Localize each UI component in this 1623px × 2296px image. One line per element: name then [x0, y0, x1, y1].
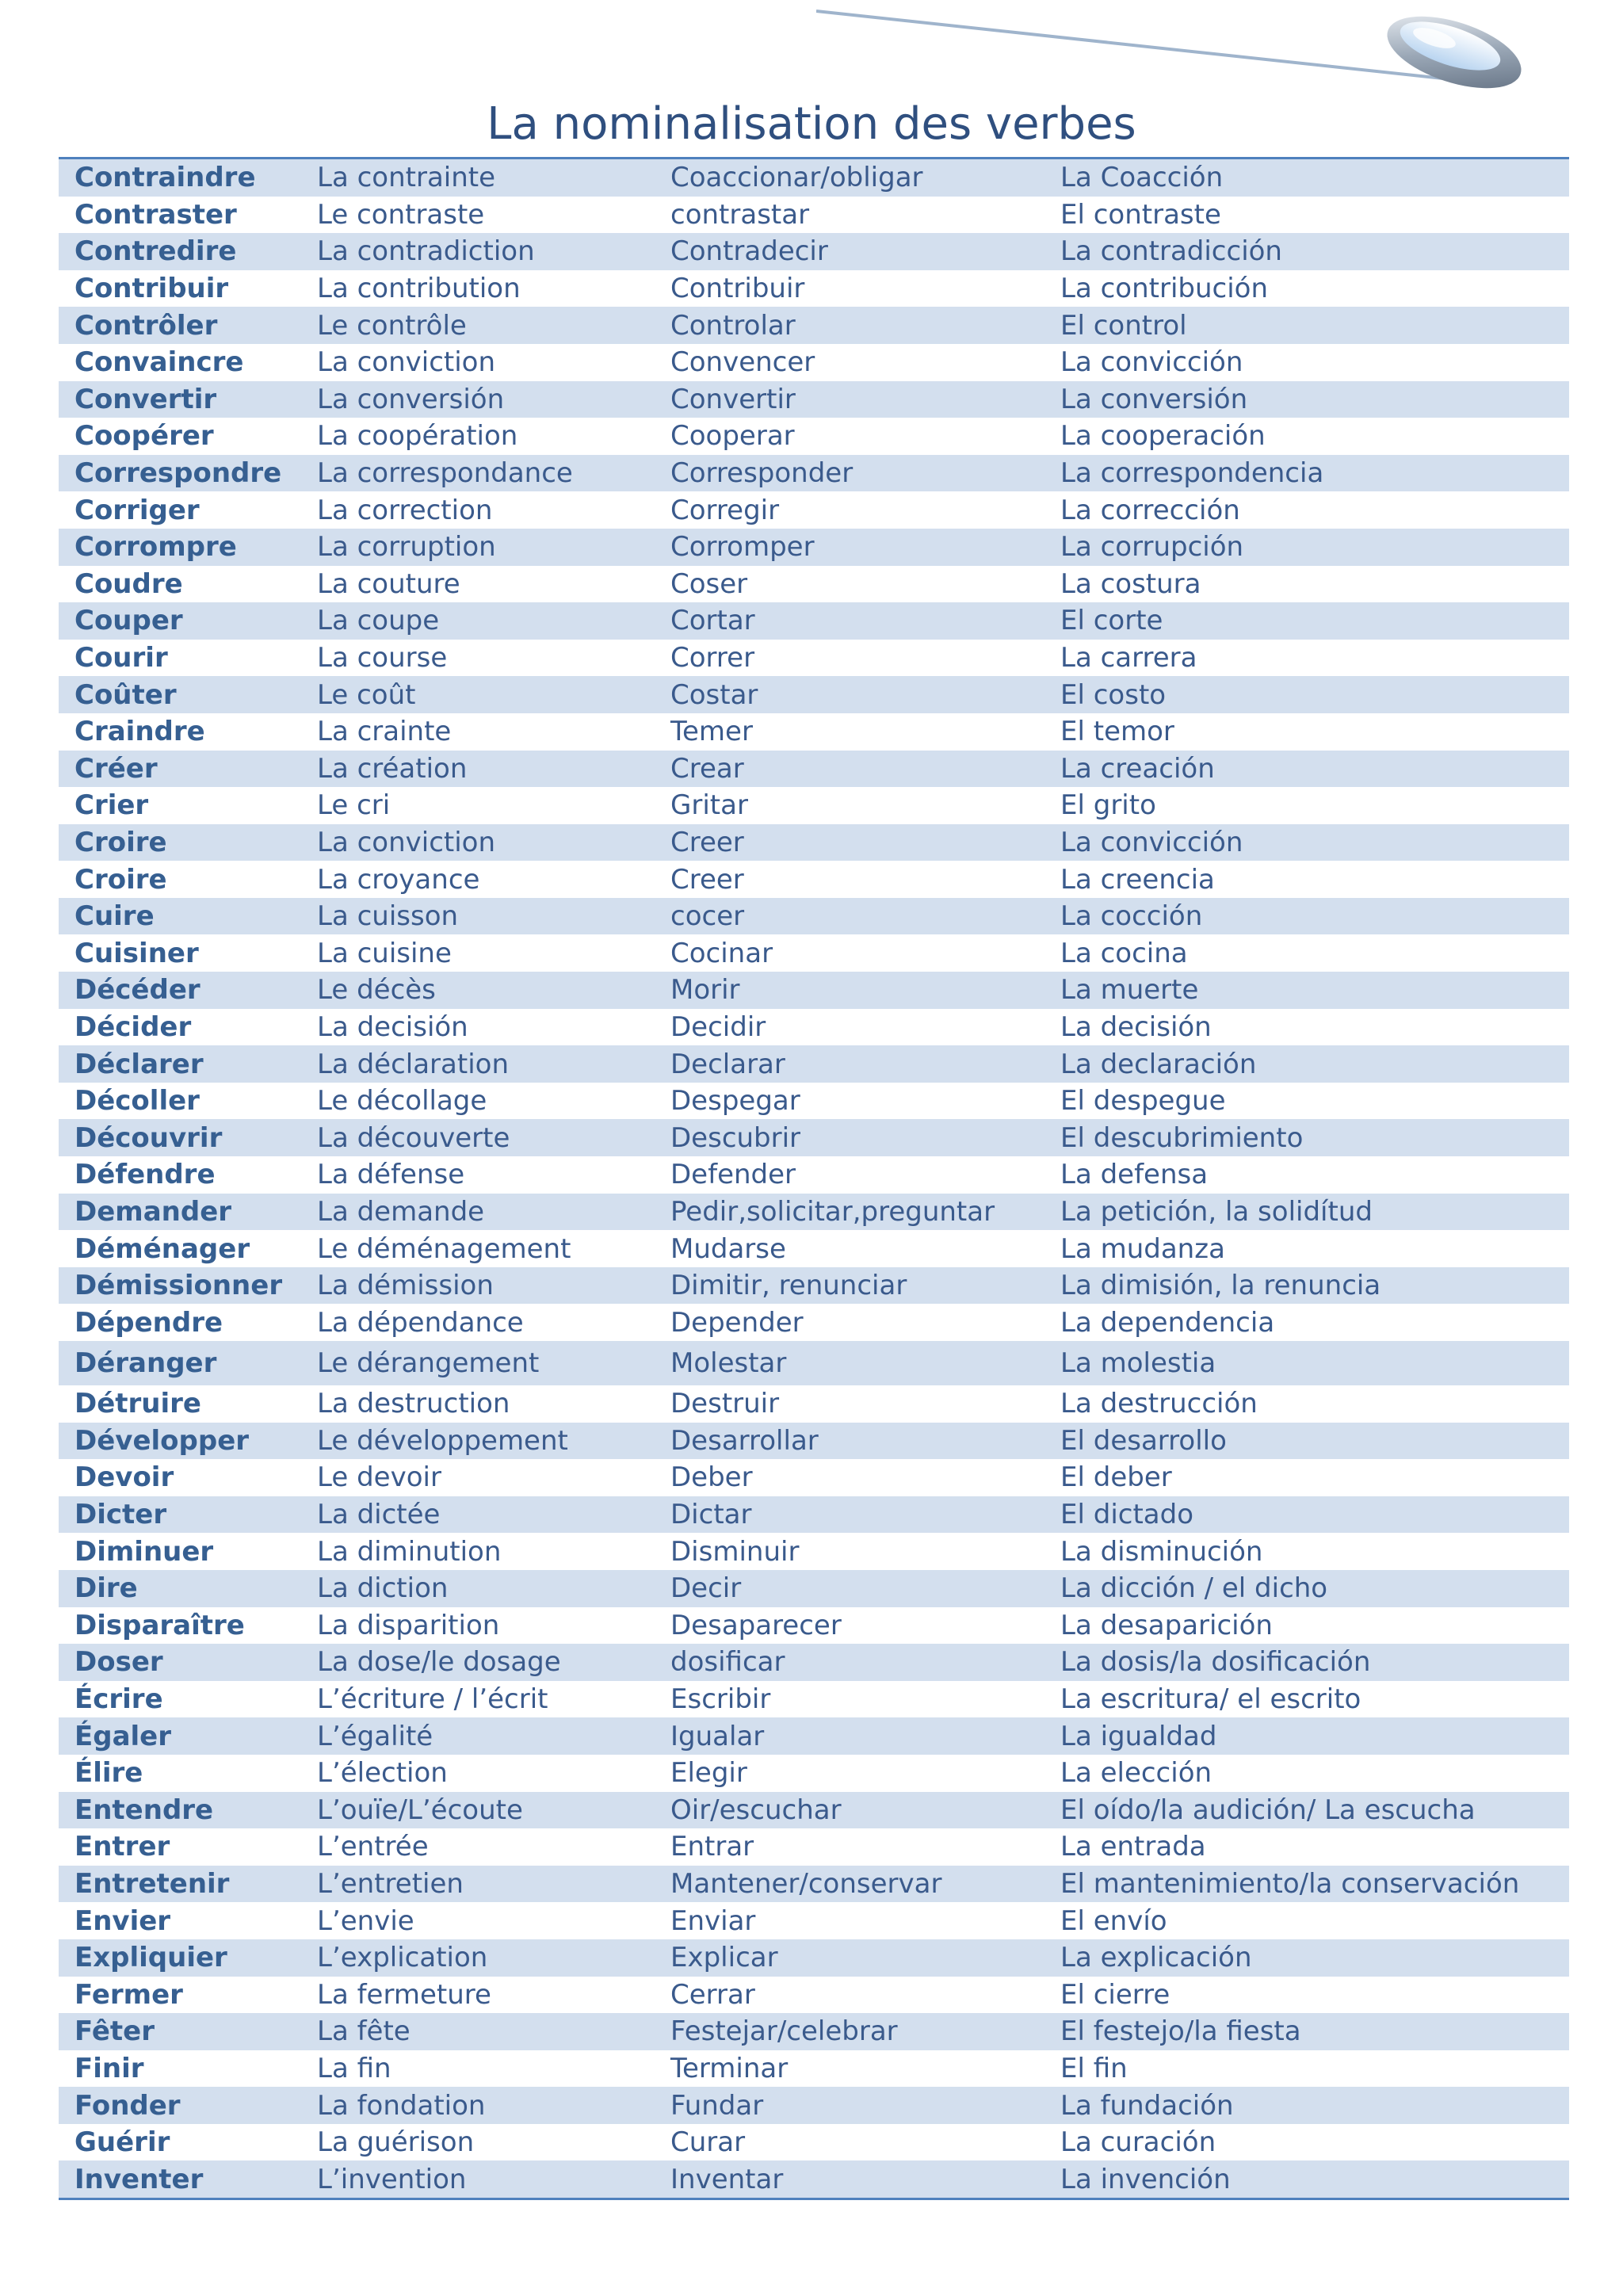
- french-noun-cell: La dose/le dosage: [317, 1646, 561, 1679]
- spanish-verb-cell: Cerrar: [670, 1978, 755, 2011]
- french-verb-cell: Développer: [74, 1424, 250, 1457]
- table-row: [59, 1341, 1569, 1385]
- spanish-noun-cell: La dosis/la dosificación: [1060, 1646, 1371, 1679]
- spanish-noun-cell: El despegue: [1060, 1085, 1226, 1117]
- table-row: [59, 455, 1569, 492]
- french-verb-cell: Découvrir: [74, 1121, 223, 1154]
- french-verb-cell: Coudre: [74, 567, 183, 600]
- french-noun-cell: Le contrôle: [317, 309, 467, 342]
- table-row: [59, 713, 1569, 751]
- french-verb-cell: Déranger: [74, 1347, 217, 1379]
- spanish-noun-cell: La declaración: [1060, 1048, 1257, 1080]
- spanish-noun-cell: La fundación: [1060, 2089, 1234, 2122]
- french-noun-cell: La découverte: [317, 1121, 510, 1154]
- spanish-noun-cell: El temor: [1060, 716, 1174, 748]
- french-noun-cell: La démission: [317, 1270, 494, 1302]
- spanish-noun-cell: La costura: [1060, 567, 1201, 600]
- french-noun-cell: La création: [317, 752, 468, 785]
- french-verb-cell: Entendre: [74, 1794, 214, 1826]
- table-row: [59, 1304, 1569, 1341]
- spanish-verb-cell: Pedir,solicitar,preguntar: [670, 1195, 995, 1228]
- french-verb-cell: Défendre: [74, 1159, 216, 1191]
- french-noun-cell: La conviction: [317, 346, 496, 379]
- french-noun-cell: La correction: [317, 494, 493, 526]
- table-row: [59, 2124, 1569, 2161]
- spanish-noun-cell: La corrupción: [1060, 531, 1244, 563]
- table-row: [59, 2050, 1569, 2088]
- french-noun-cell: L’invention: [317, 2163, 467, 2195]
- spanish-noun-cell: La Coacción: [1060, 162, 1224, 194]
- spanish-noun-cell: La mudanza: [1060, 1232, 1225, 1265]
- spanish-noun-cell: El dictado: [1060, 1499, 1194, 1531]
- french-verb-cell: Disparaître: [74, 1609, 245, 1641]
- french-noun-cell: Le devoir: [317, 1461, 441, 1494]
- spanish-noun-cell: El envío: [1060, 1904, 1167, 1937]
- table-row: [59, 676, 1569, 713]
- french-verb-cell: Couper: [74, 605, 183, 637]
- spanish-noun-cell: El costo: [1060, 678, 1167, 711]
- spanish-noun-cell: La curación: [1060, 2126, 1216, 2159]
- verb-nominalization-table: [59, 157, 1569, 2200]
- french-noun-cell: La contradiction: [317, 235, 535, 268]
- table-row: [59, 1939, 1569, 1977]
- french-noun-cell: Le décollage: [317, 1085, 487, 1117]
- french-noun-cell: La disparition: [317, 1609, 500, 1641]
- spanish-noun-cell: La dicción / el dicho: [1060, 1572, 1328, 1605]
- french-noun-cell: L’égalité: [317, 1720, 433, 1752]
- spanish-verb-cell: Convencer: [670, 346, 815, 379]
- spanish-noun-cell: La entrada: [1060, 1831, 1206, 1863]
- table-row: [59, 491, 1569, 529]
- table-row: [59, 1644, 1569, 1681]
- spanish-verb-cell: Inventar: [670, 2163, 784, 2195]
- french-verb-cell: Contredire: [74, 235, 237, 268]
- spanish-verb-cell: Corromper: [670, 531, 815, 563]
- french-noun-cell: Le déménagement: [317, 1232, 571, 1265]
- french-verb-cell: Détruire: [74, 1388, 201, 1420]
- french-noun-cell: La diminution: [317, 1535, 502, 1568]
- spanish-verb-cell: Convertir: [670, 383, 796, 415]
- spanish-verb-cell: dosificar: [670, 1646, 785, 1679]
- spanish-verb-cell: Contradecir: [670, 235, 828, 268]
- french-verb-cell: Décoller: [74, 1085, 200, 1117]
- french-noun-cell: La fondation: [317, 2089, 486, 2122]
- table-row: [59, 1902, 1569, 1939]
- spanish-verb-cell: Elegir: [670, 1757, 747, 1790]
- french-verb-cell: Craindre: [74, 716, 205, 748]
- french-verb-cell: Fêter: [74, 2015, 155, 2048]
- spanish-noun-cell: El control: [1060, 309, 1187, 342]
- table-row: [59, 1607, 1569, 1645]
- table-row: [59, 1119, 1569, 1156]
- spanish-noun-cell: La dependencia: [1060, 1306, 1275, 1339]
- spanish-verb-cell: Cortar: [670, 605, 755, 637]
- french-verb-cell: Convertir: [74, 383, 217, 415]
- french-verb-cell: Doser: [74, 1646, 163, 1679]
- spanish-verb-cell: Gritar: [670, 789, 748, 822]
- french-verb-cell: Élire: [74, 1757, 143, 1790]
- table-row: [59, 1267, 1569, 1305]
- french-verb-cell: Créer: [74, 752, 158, 785]
- spanish-noun-cell: La corrección: [1060, 494, 1240, 526]
- table-row: [59, 566, 1569, 603]
- spanish-verb-cell: Curar: [670, 2126, 746, 2159]
- table-row: [59, 1570, 1569, 1607]
- table-row: [59, 307, 1569, 344]
- table-row: [59, 972, 1569, 1009]
- table-row: [59, 1194, 1569, 1231]
- french-noun-cell: La cuisine: [317, 937, 452, 969]
- french-noun-cell: La coupe: [317, 605, 440, 637]
- spanish-verb-cell: Deber: [670, 1461, 753, 1494]
- spanish-verb-cell: Cooperar: [670, 420, 795, 453]
- spanish-noun-cell: La dimisión, la renuncia: [1060, 1270, 1381, 1302]
- spanish-noun-cell: La conversión: [1060, 383, 1248, 415]
- spanish-verb-cell: Correr: [670, 642, 755, 674]
- table-row: [59, 1792, 1569, 1829]
- table-row: [59, 1083, 1569, 1120]
- spanish-noun-cell: El corte: [1060, 605, 1163, 637]
- spanish-verb-cell: Fundar: [670, 2089, 764, 2122]
- spanish-noun-cell: El fin: [1060, 2052, 1128, 2084]
- french-verb-cell: Dire: [74, 1572, 138, 1605]
- spanish-verb-cell: Dictar: [670, 1499, 752, 1531]
- table-row: [59, 2087, 1569, 2124]
- spanish-noun-cell: La explicación: [1060, 1942, 1252, 1974]
- spanish-noun-cell: La cocción: [1060, 900, 1203, 933]
- french-verb-cell: Diminuer: [74, 1535, 214, 1568]
- spanish-noun-cell: La cooperación: [1060, 420, 1266, 453]
- table-row: [59, 1230, 1569, 1267]
- decorative-pen-graphic: [816, 0, 1529, 103]
- table-row: [59, 270, 1569, 308]
- french-noun-cell: Le dérangement: [317, 1347, 540, 1379]
- french-verb-cell: Égaler: [74, 1720, 171, 1752]
- spanish-verb-cell: contrastar: [670, 198, 810, 231]
- french-noun-cell: L’ouïe/L’écoute: [317, 1794, 523, 1826]
- french-noun-cell: La coopération: [317, 420, 518, 453]
- french-verb-cell: Déclarer: [74, 1048, 204, 1080]
- french-verb-cell: Crier: [74, 789, 149, 822]
- spanish-verb-cell: Controlar: [670, 309, 796, 342]
- spanish-noun-cell: La invención: [1060, 2163, 1231, 2195]
- french-verb-cell: Croire: [74, 826, 167, 858]
- spanish-noun-cell: La disminución: [1060, 1535, 1263, 1568]
- table-row: [59, 2160, 1569, 2198]
- french-verb-cell: Contraster: [74, 198, 237, 231]
- spanish-noun-cell: El descubrimiento: [1060, 1121, 1304, 1154]
- spanish-verb-cell: Enviar: [670, 1904, 756, 1937]
- french-noun-cell: L’envie: [317, 1904, 414, 1937]
- spanish-verb-cell: Contribuir: [670, 273, 805, 305]
- table-row: [59, 934, 1569, 972]
- spanish-verb-cell: Decidir: [670, 1010, 766, 1043]
- french-noun-cell: La déclaration: [317, 1048, 510, 1080]
- spanish-noun-cell: El deber: [1060, 1461, 1172, 1494]
- spanish-noun-cell: La carrera: [1060, 642, 1197, 674]
- french-verb-cell: Cuisiner: [74, 937, 199, 969]
- french-verb-cell: Inventer: [74, 2163, 204, 2195]
- spanish-noun-cell: La creación: [1060, 752, 1215, 785]
- french-noun-cell: Le développement: [317, 1424, 568, 1457]
- spanish-noun-cell: La destrucción: [1060, 1388, 1258, 1420]
- french-verb-cell: Envier: [74, 1904, 171, 1937]
- spanish-verb-cell: Desarrollar: [670, 1424, 819, 1457]
- french-verb-cell: Convaincre: [74, 346, 244, 379]
- french-noun-cell: La dépendance: [317, 1306, 524, 1339]
- table-row: [59, 159, 1569, 197]
- spanish-verb-cell: Crear: [670, 752, 744, 785]
- table-row: [59, 1755, 1569, 1792]
- table-row: [59, 1459, 1569, 1496]
- french-noun-cell: La course: [317, 642, 448, 674]
- spanish-verb-cell: Despegar: [670, 1085, 800, 1117]
- table-row: [59, 197, 1569, 234]
- french-verb-cell: Entrer: [74, 1831, 170, 1863]
- spanish-verb-cell: Defender: [670, 1159, 796, 1191]
- french-verb-cell: Coopérer: [74, 420, 214, 453]
- french-verb-cell: Contrôler: [74, 309, 218, 342]
- french-noun-cell: La diction: [317, 1572, 449, 1605]
- spanish-verb-cell: Escribir: [670, 1683, 771, 1716]
- french-verb-cell: Fonder: [74, 2089, 181, 2122]
- spanish-verb-cell: Depender: [670, 1306, 804, 1339]
- french-noun-cell: La guérison: [317, 2126, 475, 2159]
- table-row: [59, 824, 1569, 861]
- french-verb-cell: Contribuir: [74, 273, 229, 305]
- french-verb-cell: Finir: [74, 2052, 144, 2084]
- french-verb-cell: Demander: [74, 1195, 232, 1228]
- table-row: [59, 640, 1569, 677]
- french-noun-cell: L’explication: [317, 1942, 488, 1974]
- spanish-verb-cell: Temer: [670, 716, 753, 748]
- table-row: [59, 1681, 1569, 1718]
- page-title: La nominalisation des verbes: [487, 98, 1136, 150]
- table-row: [59, 529, 1569, 566]
- spanish-noun-cell: La escritura/ el escrito: [1060, 1683, 1361, 1716]
- french-verb-cell: Entretenir: [74, 1868, 230, 1901]
- table-row: [59, 2013, 1569, 2050]
- spanish-noun-cell: La contribución: [1060, 273, 1269, 305]
- french-verb-cell: Corrompre: [74, 531, 237, 563]
- table-row: [59, 1423, 1569, 1460]
- spanish-verb-cell: Oir/escuchar: [670, 1794, 842, 1826]
- french-verb-cell: Correspondre: [74, 457, 282, 490]
- table-row: [59, 1533, 1569, 1570]
- table-row: [59, 861, 1569, 898]
- spanish-verb-cell: Destruir: [670, 1388, 780, 1420]
- spanish-verb-cell: Morir: [670, 974, 740, 1007]
- french-noun-cell: L’entrée: [317, 1831, 429, 1863]
- spanish-noun-cell: El festejo/la fiesta: [1060, 2015, 1301, 2048]
- spanish-verb-cell: cocer: [670, 900, 745, 933]
- french-noun-cell: Le cri: [317, 789, 391, 822]
- table-row: [59, 751, 1569, 788]
- spanish-noun-cell: La creencia: [1060, 863, 1215, 896]
- french-noun-cell: La couture: [317, 567, 460, 600]
- spanish-verb-cell: Entrar: [670, 1831, 754, 1863]
- french-noun-cell: La cuisson: [317, 900, 459, 933]
- french-verb-cell: Écrire: [74, 1683, 163, 1716]
- french-noun-cell: La demande: [317, 1195, 485, 1228]
- french-verb-cell: Devoir: [74, 1461, 174, 1494]
- french-verb-cell: Contraindre: [74, 162, 256, 194]
- french-verb-cell: Déménager: [74, 1232, 250, 1265]
- spanish-noun-cell: El oído/la audición/ La escucha: [1060, 1794, 1476, 1826]
- french-noun-cell: La crainte: [317, 716, 452, 748]
- spanish-noun-cell: La cocina: [1060, 937, 1188, 969]
- french-noun-cell: Le décès: [317, 974, 436, 1007]
- spanish-verb-cell: Dimitir, renunciar: [670, 1270, 907, 1302]
- french-noun-cell: La correspondance: [317, 457, 573, 490]
- table-row: [59, 787, 1569, 824]
- table-row: [59, 344, 1569, 381]
- french-verb-cell: Démissionner: [74, 1270, 283, 1302]
- spanish-verb-cell: Creer: [670, 826, 744, 858]
- french-verb-cell: Décider: [74, 1010, 192, 1043]
- table-row: [59, 1977, 1569, 2014]
- spanish-verb-cell: Creer: [670, 863, 744, 896]
- french-verb-cell: Croire: [74, 863, 167, 896]
- spanish-noun-cell: El desarrollo: [1060, 1424, 1227, 1457]
- french-verb-cell: Dicter: [74, 1499, 167, 1531]
- table-row: [59, 1496, 1569, 1534]
- spanish-verb-cell: Coaccionar/obligar: [670, 162, 923, 194]
- french-verb-cell: Courir: [74, 642, 168, 674]
- french-noun-cell: L’écriture / l’écrit: [317, 1683, 548, 1716]
- spanish-noun-cell: La desaparición: [1060, 1609, 1273, 1641]
- french-noun-cell: La conviction: [317, 826, 496, 858]
- spanish-verb-cell: Corregir: [670, 494, 780, 526]
- spanish-verb-cell: Descubrir: [670, 1121, 801, 1154]
- spanish-verb-cell: Cocinar: [670, 937, 773, 969]
- french-verb-cell: Expliquier: [74, 1942, 227, 1974]
- spanish-noun-cell: La elección: [1060, 1757, 1212, 1790]
- french-verb-cell: Guérir: [74, 2126, 170, 2159]
- french-noun-cell: La contribution: [317, 273, 521, 305]
- table-row: [59, 1156, 1569, 1194]
- table-row: [59, 1009, 1569, 1046]
- french-noun-cell: La conversión: [317, 383, 505, 415]
- french-noun-cell: La corruption: [317, 531, 496, 563]
- spanish-verb-cell: Disminuir: [670, 1535, 800, 1568]
- table-row: [59, 381, 1569, 418]
- spanish-noun-cell: La molestia: [1060, 1347, 1216, 1379]
- table-row: [59, 898, 1569, 935]
- spanish-verb-cell: Explicar: [670, 1942, 778, 1974]
- spanish-noun-cell: La convicción: [1060, 346, 1243, 379]
- french-noun-cell: La contrainte: [317, 162, 496, 194]
- spanish-verb-cell: Mantener/conservar: [670, 1868, 942, 1901]
- french-noun-cell: La dictée: [317, 1499, 441, 1531]
- spanish-verb-cell: Costar: [670, 678, 758, 711]
- table-row: [59, 418, 1569, 455]
- french-verb-cell: Coûter: [74, 678, 177, 711]
- spanish-verb-cell: Declarar: [670, 1048, 785, 1080]
- spanish-noun-cell: La correspondencia: [1060, 457, 1324, 490]
- spanish-noun-cell: La defensa: [1060, 1159, 1209, 1191]
- french-verb-cell: Corriger: [74, 494, 200, 526]
- spanish-noun-cell: La igualdad: [1060, 1720, 1217, 1752]
- table-row: [59, 1717, 1569, 1755]
- spanish-verb-cell: Festejar/celebrar: [670, 2015, 898, 2048]
- french-verb-cell: Dépendre: [74, 1306, 223, 1339]
- french-verb-cell: Cuire: [74, 900, 155, 933]
- table-row: [59, 1045, 1569, 1083]
- french-verb-cell: Fermer: [74, 1978, 183, 2011]
- french-noun-cell: Le coût: [317, 678, 416, 711]
- spanish-noun-cell: El contraste: [1060, 198, 1221, 231]
- french-noun-cell: L’élection: [317, 1757, 448, 1790]
- spanish-noun-cell: El cierre: [1060, 1978, 1170, 2011]
- spanish-noun-cell: La convicción: [1060, 826, 1243, 858]
- french-noun-cell: La croyance: [317, 863, 480, 896]
- spanish-noun-cell: La petición, la solidítud: [1060, 1195, 1373, 1228]
- french-noun-cell: La fermeture: [317, 1978, 491, 2011]
- spanish-noun-cell: El mantenimiento/la conservación: [1060, 1868, 1520, 1901]
- spanish-verb-cell: Mudarse: [670, 1232, 786, 1265]
- french-noun-cell: Le contraste: [317, 198, 485, 231]
- spanish-verb-cell: Igualar: [670, 1720, 765, 1752]
- french-noun-cell: La decisión: [317, 1010, 468, 1043]
- table-row: [59, 1866, 1569, 1903]
- table-row: [59, 1385, 1569, 1423]
- french-noun-cell: L’entretien: [317, 1868, 464, 1901]
- table-row: [59, 1828, 1569, 1866]
- spanish-verb-cell: Desaparecer: [670, 1609, 842, 1641]
- spanish-verb-cell: Corresponder: [670, 457, 854, 490]
- spanish-verb-cell: Molestar: [670, 1347, 787, 1379]
- table-row: [59, 233, 1569, 270]
- spanish-verb-cell: Coser: [670, 567, 748, 600]
- table-row: [59, 602, 1569, 640]
- spanish-noun-cell: El grito: [1060, 789, 1156, 822]
- french-noun-cell: La destruction: [317, 1388, 510, 1420]
- spanish-verb-cell: Terminar: [670, 2052, 789, 2084]
- french-noun-cell: La fête: [317, 2015, 411, 2048]
- spanish-verb-cell: Decir: [670, 1572, 742, 1605]
- french-verb-cell: Décéder: [74, 974, 200, 1007]
- spanish-noun-cell: La muerte: [1060, 974, 1199, 1007]
- french-noun-cell: La défense: [317, 1159, 465, 1191]
- french-noun-cell: La fin: [317, 2052, 391, 2084]
- spanish-noun-cell: La decisión: [1060, 1010, 1212, 1043]
- spanish-noun-cell: La contradicción: [1060, 235, 1282, 268]
